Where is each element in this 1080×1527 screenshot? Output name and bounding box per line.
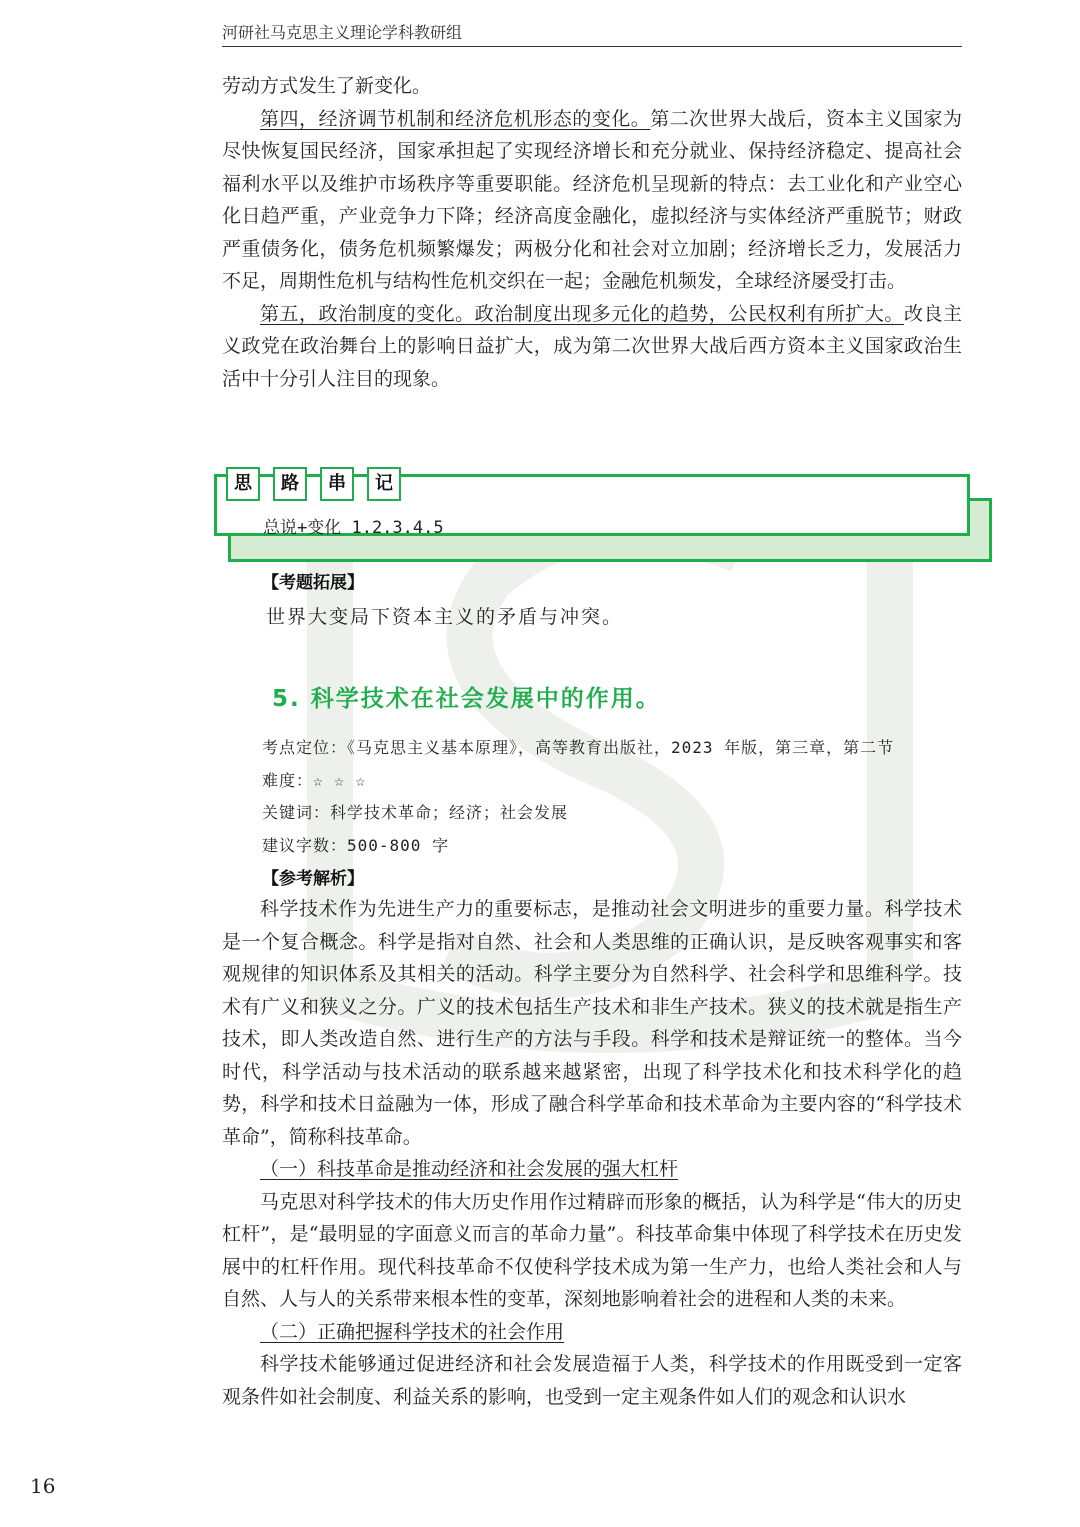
mind-tag: 路 <box>273 467 307 501</box>
fourth-body: 第二次世界大战后，资本主义国家为尽快恢复国民经济，国家承担起了实现经济增长和充分就业、保持经济稳定、提高社会福利水平以及维护市场秩序等重要职能。经济危机呈现新的特点：去工业化和产业空心化日趋严重，产业竞争力下降；经济高度金融化，虚拟经济与实体经济严重脱节；财政严重债务化，债务危机频繁爆发；两极分化和社会对立加剧；经济增长乏力，发展活力不足，周期性危机与结构性危机交织在一起；金融危机频发，全球经济屡受打击。 <box>222 107 962 292</box>
subheading-1-text: （一）科技革命是推动经济和社会发展的强大杠杆 <box>260 1158 679 1180</box>
intro-line: 劳动方式发生了新变化。 <box>222 75 432 97</box>
meta-keywords: 关键词：科学技术革命；经济；社会发展 <box>262 803 569 822</box>
fifth-point <box>222 298 962 396</box>
page-number: 16 <box>30 1474 56 1498</box>
analysis-body <box>222 893 962 1413</box>
mind-tags <box>226 467 401 501</box>
mind-tag: 串 <box>320 467 354 501</box>
subheading-2-text: （二）正确把握科学技术的社会作用 <box>260 1320 565 1343</box>
mind-tag: 记 <box>367 467 401 501</box>
meta-word-count: 建议字数：500-800 字 <box>262 836 450 855</box>
fourth-point <box>222 103 962 298</box>
fourth-heading: 第四，经济调节机制和经济危机形态的变化。 <box>260 107 651 130</box>
extension-title: 【考题拓展】 <box>262 573 364 593</box>
mind-map-box <box>214 470 990 562</box>
subheading-1 <box>222 1153 962 1186</box>
extension-body: 世界大变局下资本主义的矛盾与冲突。 <box>266 606 624 628</box>
fifth-heading: 第五，政治制度的变化。政治制度出现多元化的趋势，公民权利有所扩大。 <box>260 302 904 325</box>
intro-section <box>222 70 962 395</box>
fifth-body: 改良主义政党在政治舞台上的影响日益扩大，成为第二次世界大战后西方资本主义国家政治生活中十分引人注目的现象。 <box>222 302 962 390</box>
reference-title: 【参考解析】 <box>262 869 364 889</box>
analysis-para-3: 科学技术能够通过促进经济和社会发展造福于人类，科学技术的作用既受到一定客观条件如社会制度、利益关系的影响，也受到一定主观条件如人们的观念和认识水 <box>222 1353 962 1408</box>
meta-location: 考点定位：《马克思主义基本原理》，高等教育出版社，2023 年版，第三章，第二节 <box>262 738 895 757</box>
section-title: 5. 科学技术在社会发展中的作用。 <box>272 686 661 712</box>
running-header: 河研社马克思主义理论学科教研组 <box>222 18 962 47</box>
subheading-2 <box>222 1316 962 1349</box>
analysis-para-2: 马克思对科学技术的伟大历史作用作过精辟而形象的概括，认为科学是“伟大的历史杠杆”，是“最明显的字面意义而言的革命力量”。科技革命集中体现了科学技术在历史发展中的杠杆作用。现代科技革命不仅使科学技术成为第一生产力，也给人类社会和人与自然、人与人的关系带来根本性的变革，深刻地影响着社会的进程和人类的未来。 <box>222 1190 962 1310</box>
mind-tag: 思 <box>226 467 260 501</box>
meta-difficulty: 难度：☆ ☆ ☆ <box>262 771 367 790</box>
analysis-para-1: 科学技术作为先进生产力的重要标志，是推动社会文明进步的重要力量。科学技术是一个复合概念。科学是指对自然、社会和人类思维的正确认识，是反映客观事实和客观规律的知识体系及其相关的活动。科学主要分为自然科学、社会科学和思维科学。技术有广义和狭义之分。广义的技术包括生产技术和非生产技术。狭义的技术就是指生产技术，即人类改造自然、进行生产的方法与手段。科学和技术是辩证统一的整体。当今时代，科学活动与技术活动的联系越来越紧密，出现了科学技术化和技术科学化的趋势，科学和技术日益融为一体，形成了融合科学革命和技术革命为主要内容的“科学技术革命”，简称科技革命。 <box>222 898 962 1148</box>
mind-note: 总说+变化 1.2.3.4.5 <box>263 518 444 538</box>
